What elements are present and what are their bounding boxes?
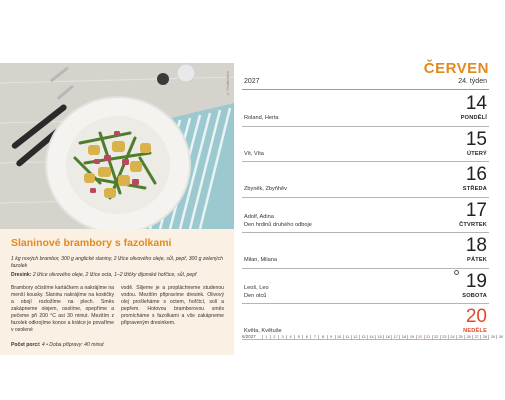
holiday-name: Den otců: [244, 292, 267, 299]
day-of-week: NEDĚLE: [463, 328, 487, 334]
day-of-week: PONDĚLÍ: [460, 115, 487, 121]
strip-day: 15: [375, 335, 383, 339]
name-day: Milan, Milana: [244, 257, 277, 263]
year-label: 2027: [244, 78, 260, 85]
name-day: Leoš, Leo: [244, 284, 269, 291]
recipe-box: [0, 229, 234, 355]
strip-day: 22: [432, 335, 440, 339]
strip-day: 29: [488, 335, 496, 339]
meta-value: 4 • Doba přípravy: 40 minut: [41, 342, 104, 348]
instructions-column-2: vodě. Slijeme je a propláchneme studenou vodou. Mezitím připravíme dresink. Olivový olej prošleháme s octem, hořčicí, solí a pepřem. Hotovou bramborovou směs promícháme s fazolkami a vše zakápneme připraveným dresinkem.: [121, 285, 224, 326]
day-number: 17: [465, 199, 487, 221]
strip-day: 28: [480, 335, 488, 339]
strip-day: 8: [318, 335, 326, 339]
strip-day: 9: [327, 335, 335, 339]
strip-day: 11: [343, 335, 351, 339]
strip-day: 12: [351, 335, 359, 339]
month-mini-strip: [242, 334, 505, 339]
week-label: 24. týden: [458, 78, 487, 85]
name-day: Květa, Květuše: [244, 328, 282, 334]
strip-day: 21: [424, 335, 432, 339]
strip-day: 16: [383, 335, 391, 339]
recipe-instructions: [11, 285, 225, 334]
strip-day: 23: [440, 335, 448, 339]
strip-day: 10: [335, 335, 343, 339]
photo-credit: © Shutterstock: [226, 71, 230, 96]
day-of-week: ÚTERÝ: [467, 150, 487, 157]
day-row: [238, 233, 493, 269]
name-day: Roland, Herta: [244, 115, 279, 121]
strip-day: 19: [407, 335, 415, 339]
day-number: 14: [465, 93, 487, 114]
dressing-label: Dresink:: [11, 272, 32, 278]
day-of-week: PÁTEK: [467, 257, 487, 263]
dressing-text: 2 lžíce olivového oleje, 2 lžíce octa, 1–2 lžičky dijonské hořčice, sůl, pepř: [32, 272, 197, 278]
day-row: [238, 198, 493, 234]
strip-day: 7: [310, 335, 318, 339]
day-number: 20: [465, 306, 487, 327]
day-of-week: STŘEDA: [462, 186, 487, 192]
recipe-meta: [11, 342, 104, 348]
moon-phase-icon: [454, 270, 459, 275]
strip-day: 17: [391, 335, 399, 339]
strip-day: 24: [448, 335, 456, 339]
day-number: 19: [465, 270, 487, 292]
meta-label: Počet porcí:: [11, 342, 41, 348]
food-photo-illustration: [0, 63, 234, 229]
strip-day: 26: [464, 335, 472, 339]
week-calendar: [238, 60, 504, 355]
header-divider: [242, 89, 489, 90]
name-day: Vít, Víta: [244, 150, 264, 157]
recipe-ingredients: 1 kg nových brambor, 300 g anglické slaniny, 2 lžíce olivového oleje, sůl, pepř, 300 g zelených fazolek: [11, 256, 223, 269]
day-number: 18: [465, 235, 487, 256]
strip-day: 25: [456, 335, 464, 339]
strip-day: 18: [399, 335, 407, 339]
name-day: Adolf, Adina: [244, 213, 274, 220]
strip-day: 3: [278, 335, 286, 339]
day-row: [238, 162, 493, 198]
day-number: 15: [465, 128, 487, 150]
day-row: [238, 91, 493, 127]
strip-day: 14: [367, 335, 375, 339]
strip-day: 4: [286, 335, 294, 339]
calendar-page: [0, 60, 504, 355]
day-row: [238, 127, 493, 163]
day-number: 16: [465, 164, 487, 185]
strip-day: 13: [359, 335, 367, 339]
instructions-column-1: Brambory očistíme kartáčkem a nakrájíme na menší kousky. Slaninu nakrájíme na kostičky a obojí rozložíme na plech. Směs zakápneme olejem, osolíme, opepříme a pečeme při 200 °C asi 30 minut. Mezitím z fazolek odkrojíme konce a krátce je povaříme v osolené: [11, 285, 114, 333]
day-of-week: SOBOTA: [462, 292, 487, 299]
holiday-name: Den hrdinů druhého odboje: [244, 221, 312, 228]
strip-label: 6/2027: [242, 334, 256, 339]
strip-day: 5: [294, 335, 302, 339]
day-of-week: ČTVRTEK: [459, 221, 487, 228]
strip-day: 20: [416, 335, 424, 339]
name-day: Zbyněk, Zbyňhěv: [244, 186, 287, 192]
recipe-photo: [0, 63, 234, 229]
strip-day: 27: [472, 335, 480, 339]
recipe-dressing: [11, 272, 225, 279]
strip-day: 6: [302, 335, 310, 339]
strip-day: 1: [262, 335, 270, 339]
month-title: ČERVEN: [423, 60, 489, 77]
strip-day: 2: [270, 335, 278, 339]
recipe-title: Slaninové brambory s fazolkami: [11, 237, 172, 249]
strip-day: 30: [496, 335, 504, 339]
